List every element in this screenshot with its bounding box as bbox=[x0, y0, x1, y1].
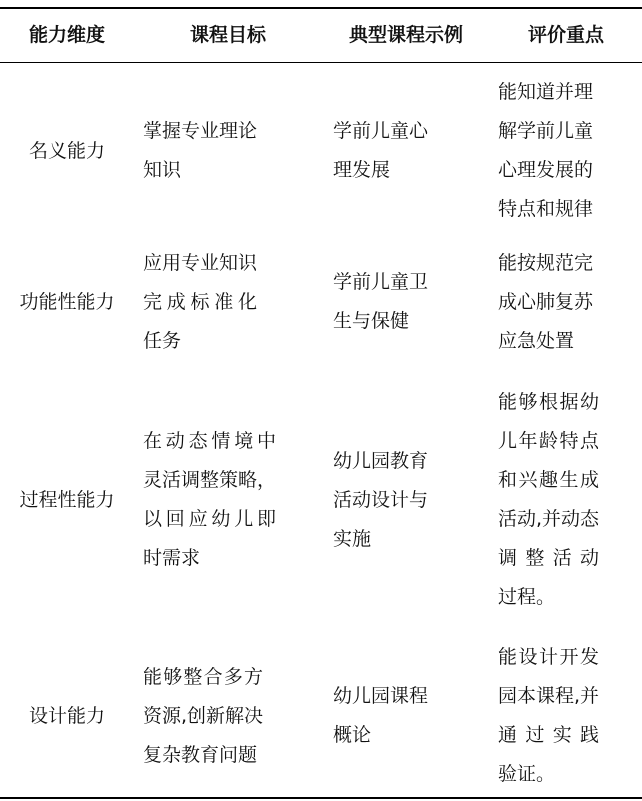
cell-dimension: 设计能力 bbox=[28, 704, 105, 727]
cell-example: 学前儿童心 理发展 bbox=[333, 120, 429, 181]
cell-dimension: 名义能力 bbox=[28, 139, 105, 162]
cell-dimension: 功能性能力 bbox=[19, 290, 115, 313]
table-row bbox=[0, 636, 642, 796]
cell-evaluation: 能按规范完 成心肺复苏 应急处置 bbox=[498, 251, 594, 352]
header-dimension: 能力维度 bbox=[28, 24, 105, 46]
table-bottom-rule bbox=[0, 797, 642, 799]
table-header bbox=[0, 9, 642, 62]
cell-example: 幼儿园课程 概论 bbox=[333, 685, 429, 746]
table-row bbox=[0, 68, 642, 234]
table-row bbox=[0, 380, 642, 620]
cell-evaluation: 能够根据幼 儿年龄特点 和兴趣生成 活动,并动态 调整活动 过程。 bbox=[498, 391, 600, 608]
header-goal: 课程目标 bbox=[189, 24, 266, 46]
cell-example: 幼儿园教育 活动设计与 实施 bbox=[333, 449, 429, 550]
cell-evaluation: 能设计开发 园本课程,并 通过实践 验证。 bbox=[498, 646, 600, 785]
table-row bbox=[0, 237, 642, 367]
cell-goal: 在动态情境中 灵活调整策略， 以回应幼儿即 时需求 bbox=[143, 430, 277, 569]
cell-example: 学前儿童卫 生与保健 bbox=[333, 271, 429, 332]
cell-goal: 掌握专业理论 知识 bbox=[143, 120, 258, 181]
header-example: 典型课程示例 bbox=[348, 24, 463, 46]
table-header-rule bbox=[0, 62, 642, 63]
cell-evaluation: 能知道并理 解学前儿童 心理发展的 特点和规律 bbox=[498, 81, 594, 220]
header-evaluation: 评价重点 bbox=[527, 24, 604, 46]
cell-goal: 能够整合多方 资源,创新解决 复杂教育问题 bbox=[143, 665, 264, 766]
cell-dimension: 过程性能力 bbox=[19, 488, 115, 511]
cell-goal: 应用专业知识 完成标准化 任务 bbox=[143, 251, 258, 352]
